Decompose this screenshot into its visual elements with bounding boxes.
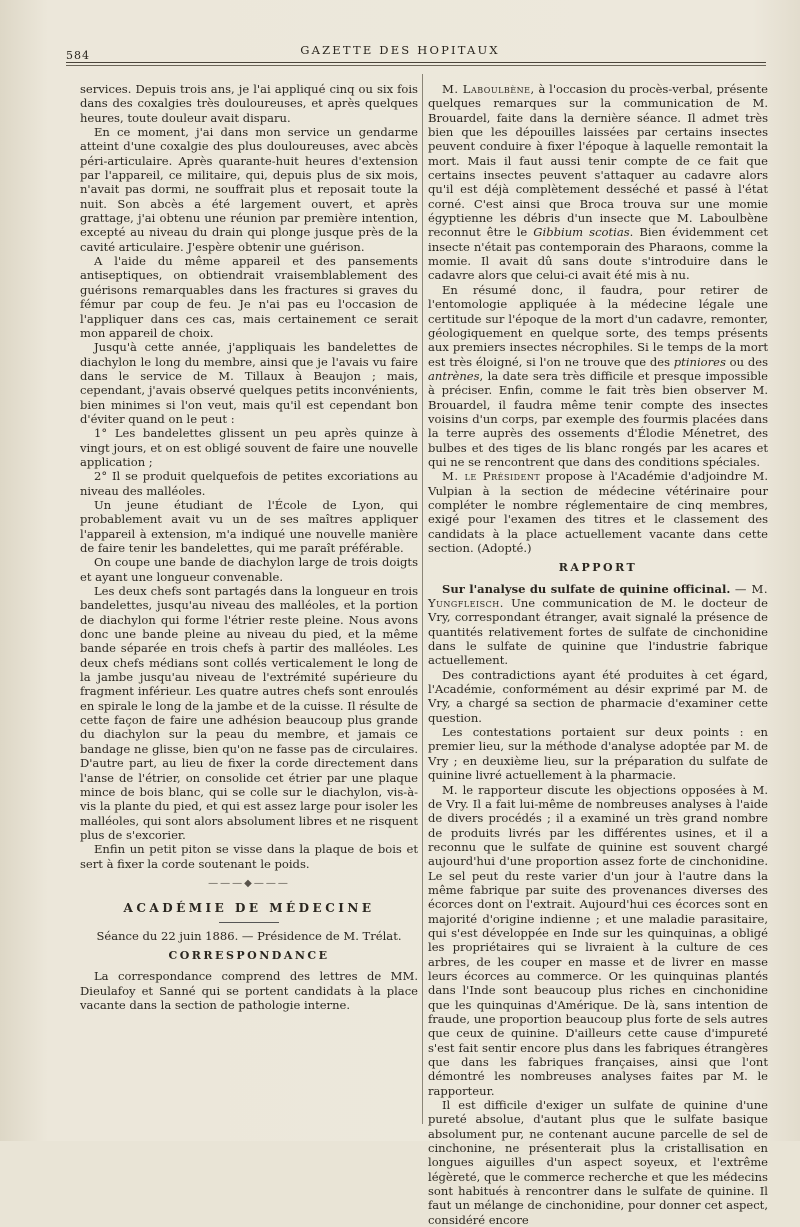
section-heading-academie: ACADÉMIE DE MÉDECINE (123, 901, 375, 916)
right-column (428, 82, 768, 1227)
paragraph (428, 469, 768, 555)
text-run: , la date sera très difficile et presque impossible à préciser. Enfin, comme le fait très bien observer M. Brouardel, il faudra même tenir compte des insectes voisins d'un corps, par exemple des fourmis placées dans la terre auprès des ossements d'Élodie Ménetret, des bulbes et des tiges de lis blanc rongés par les acares et qui ne se rencontrent que dans des conditions spéciales. (428, 368, 768, 469)
journal-title: GAZETTE DES HOPITAUX (300, 43, 500, 57)
paragraph (428, 283, 768, 469)
page-number: 584 (66, 49, 90, 62)
short-rule (219, 922, 279, 923)
text-run: propose à l'Académie d'adjoindre M. Vulpian à la section de médecine vétérinaire pour compléter le nombre réglementaire de cinq membres, exigé pour l'examen des titres et le classement des candidats à la place actuellement vacante dans cette section. (Adopté.) (428, 469, 769, 555)
paragraph: Des contradictions ayant été produites à cet égard, l'Académie, conformément au désir exprimé par M. de Vry, a chargé sa section de pharmacie d'examiner cette question. (428, 667, 768, 725)
paragraph: A l'aide du même appareil et des pansements antiseptiques, on obtiendrait vraisemblablement des guérisons remarquables dans les fractures si graves du fémur par coup de feu. Je n'ai pas eu l'occasion de l'appliquer dans ces cas, mais certainement ce serait mon appareil de choix. (80, 254, 418, 340)
speaker-name: M. Laboulbène, (442, 82, 535, 96)
paragraph: 1° Les bandelettes glissent un peu après quinze à vingt jours, et on est obligé souvent de faire une nouvelle application ; (80, 426, 418, 469)
text-run: En résumé donc, il faudra, pour retirer de l'entomologie appliquée à la médecine légale une certitude sur l'époque de la mort d'un cadavre, remonter, géologiquement en quelque sorte, des temps présents aux premiers insectes nécrophiles. Si le temps de la mort est très éloigné, si l'on ne trouve que des (428, 282, 768, 369)
subheading-correspondance: CORRESPONDANCE (168, 948, 330, 962)
paragraph: Jusqu'à cette année, j'appliquais les bandelettes de diachylon le long du membre, ainsi que je l'avais vu faire dans le service de M. Tillaux à Beaujon ; mais, cependant, j'avais observé quelques petits inconvénients, bien minimes si l'on veut, mais qu'il est cependant bon d'éviter quand on le peut : (80, 340, 418, 426)
italic-term: antrènes (428, 368, 480, 383)
paragraph (428, 82, 768, 283)
paragraph: Enfin un petit piton se visse dans la plaque de bois et sert à fixer la corde soutenant le poids. (80, 842, 418, 871)
speaker-name: — M. Yungfleisch. (428, 581, 768, 611)
text-run: ou des (725, 354, 768, 369)
paragraph: Les deux chefs sont partagés dans la longueur en trois bandelettes, jusqu'au niveau des malléoles, et la portion de diachylon qui forme l'étrier reste pleine. Nous avons donc une bande pleine au niveau du pied, et la même bande séparée en trois chefs à partir des malléoles. Les deux chefs médians sont collés verticalement le long de la jambe jusqu'au niveau de l'extrémité supérieure du fragment inférieur. Les quatre autres chefs sont enroulés en spirale le long de la jambe et de la cuisse. Il résulte de cette façon de faire une adhésion beaucoup plus grande du diachylon sur la peau du membre, et jamais ce bandage ne glisse, bien qu'on ne fasse pas de circulaires. D'autre part, au lieu de fixer la corde directement dans l'anse de l'étrier, on consolide cet étrier par une plaque mince de bois blanc, qui se colle sur le diachylon, vis-à-vis la plante du pied, et qui est assez large pour isoler les malléoles, qui sont alors absolument libres et ne risquent plus de s'excorier. (80, 584, 418, 842)
paragraph: 2° Il se produit quelquefois de petites excoriations au niveau des malléoles. (80, 469, 418, 498)
paragraph: On coupe une bande de diachylon large de trois doigts et ayant une longueur convenable. (80, 555, 418, 584)
paragraph: services. Depuis trois ans, je l'ai appliqué cinq ou six fois dans des coxalgies très douloureuses, et après quelques heures, toute douleur avait disparu. (80, 82, 418, 125)
session-line: Séance du 22 juin 1886. — Présidence de M. Trélat. (96, 928, 402, 943)
paragraph: Il est difficile d'exiger un sulfate de quinine d'une pureté absolue, d'autant plus que le sulfate basique absolument pur, ne contenant aucune parcelle de sel de cinchonine, ne présenterait plus la cristallisation en longues aiguilles d'un aspect soyeux, et l'extrême légèreté, que le commerce recherche et que les médecins sont habitués à rencontrer dans le sulfate de quinine. Il faut un mélange de cinchonidine, pour donner cet aspect, considéré encore (428, 1098, 768, 1227)
paragraph: Un jeune étudiant de l'École de Lyon, qui probablement avait vu un de ses maîtres appliquer l'appareil à extension, m'a indiqué une nouvelle manière de faire tenir les bandelettes, qui me paraît préférable. (80, 497, 418, 555)
text-run: . Bien évidemment cet insecte n'était pas contemporain des Pharaons, comme la momie. Il avait dû sans doute s'introduire dans le cadavre alors que celui-ci avait été mis à nu. (428, 225, 769, 283)
paragraph: En ce moment, j'ai dans mon service un gendarme atteint d'une coxalgie des plus douloureuses, avec abcès péri-articulaire. Après quarante-huit heures d'extension par l'appareil, ce militaire, qui, depuis plus de six mois, n'avait pas dormi, ne souffrait plus et reposait toute la nuit. Son abcès a été largement ouvert, et après grattage, j'ai obtenu une réunion par première intention, excepté au niveau du drain qui plonge jusque près de la cavité articulaire. J'espère obtenir une guérison. (80, 125, 418, 254)
paragraph (428, 582, 768, 668)
left-column (80, 82, 418, 1012)
report-title: Sur l'analyse du sulfate de quinine officinal. (442, 581, 731, 596)
paragraph: La correspondance comprend des lettres de MM. Dieulafoy et Sanné qui se portent candidats à la place vacante dans la section de pathologie interne. (80, 969, 418, 1012)
header-rule (66, 62, 766, 66)
italic-term: Gibbium scotias (533, 225, 630, 240)
column-divider (422, 74, 423, 1124)
subheading-rapport: RAPPORT (558, 561, 638, 575)
paragraph: Les contestations portaient sur deux points : en premier lieu, sur la méthode d'analyse adoptée par M. de Vry ; en deuxième lieu, sur la préparation du sulfate de quinine livré actuellement à la pharmacie. (428, 725, 768, 783)
speaker-name: M. le Président (442, 469, 541, 484)
paragraph: M. le rapporteur discute les objections opposées à M. de Vry. Il a fait lui-même de nombreuses analyses à l'aide de divers procédés ; il a examiné un très grand nombre de produits livrés par les différentes usines, et il a reconnu que le sulfate de quinine est souvent chargé aujourd'hui d'une proportion assez forte de cinchonidine. Le sel peut du reste varier d'un jour à l'autre dans la même fabrique par suite des provenances diverses des écorces dont on l'extrait. Aujourd'hui ces écorces sont en majorité d'origine indienne ; et une maladie parasitaire, qui s'est développée en Inde sur les quinquinas, a obligé les propriétaires qui se livraient à la culture de ces arbres, de les couper en masse et de livrer en masse leurs écorces au commerce. Or les quinquinas plantés dans l'Inde sont beaucoup plus riches en cinchonidine que les quinquinas d'Amérique. De là, sans intention de fraude, une proportion beaucoup plus forte de sels autres que ceux de quinine. D'ailleurs cette cause d'impureté s'est fait sentir encore plus dans les fabriques étrangères que dans les fabriques françaises, ainsi que l'ont démontré les nombreuses analyses faites par M. le rapporteur. (428, 782, 768, 1098)
text-run: à l'occasion du procès-verbal, présente quelques remarques sur la communication de M. Brouardel, faite dans la dernière séance. Il admet très bien que les dépouilles laissées par certains insectes peuvent conduire à fixer l'époque à laquelle remontait la mort. Mais il faut aussi tenir compte de ce fait que certains insectes peuvent s'attaquer au cadavre alors qu'il est déjà complètement desséché et passé à l'état corné. C'est ainsi que Broca trouva sur une momie égyptienne les débris d'un insecte que M. Laboulbène reconnut être le (428, 82, 768, 240)
text-run: Une communication de M. le docteur de Vry, correspondant étranger, avait signalé la présence de quantités relativement fortes de sulfate de cinchonidine dans le sulfate de quinine que l'industrie fabrique actuellement. (428, 596, 768, 668)
ornament-divider: ———◆——— (208, 877, 290, 889)
italic-term: ptiniores (673, 354, 726, 369)
